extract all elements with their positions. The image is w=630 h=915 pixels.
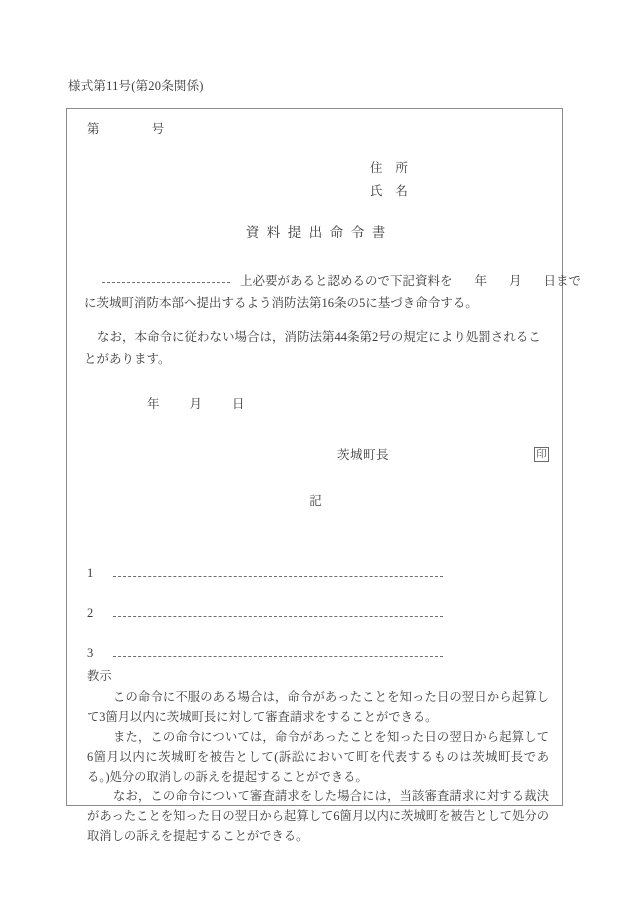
document-inner bbox=[67, 109, 582, 844]
body-month-label: 月 bbox=[509, 274, 522, 288]
body-paragraph-nao: なお，本命令に従わない場合は，消防法第44条第2号の規定により処罰されることがあります。 bbox=[84, 330, 541, 366]
issue-date-line bbox=[147, 394, 245, 412]
issuer-row bbox=[337, 445, 549, 463]
list-item-input[interactable] bbox=[113, 575, 443, 577]
instructions-paragraph: この命令に不服のある場合は，命令があったことを知った日の翌日から起算して3箇月以内に茨城町長に対して審査請求をすることができる。 bbox=[87, 689, 549, 724]
document-number-suffix: 号 bbox=[151, 122, 165, 136]
body-line-2: に茨城町消防本部へ提出するよう消防法第16条の5に基づき命令する。 bbox=[84, 295, 478, 310]
body-day-label: 日まで bbox=[543, 274, 582, 288]
body-year-label: 年 bbox=[474, 274, 488, 288]
instructions-paragraph: また，この命令については，命令があったことを知った日の翌日から起算して6箇月以内に茨城町を被告として(訴訟において町を代表するものは茨城町長である。)処分の取消しの訴えを提起することができる。 bbox=[87, 729, 549, 784]
instructions-heading: 教示 bbox=[87, 669, 112, 683]
issuer-name: 茨城町長 bbox=[337, 448, 390, 462]
list-item-number: 3 bbox=[87, 645, 94, 660]
item-list bbox=[87, 541, 547, 661]
ki-label: 記 bbox=[309, 494, 322, 508]
list-item bbox=[87, 541, 547, 581]
document-title: 資料提出命令書 bbox=[245, 225, 393, 240]
document-number-prefix: 第 bbox=[87, 122, 100, 136]
issue-date-year-label: 年 bbox=[147, 397, 160, 411]
list-item-number: 1 bbox=[87, 565, 94, 580]
recipient-name-label: 氏 名 bbox=[370, 184, 409, 199]
instructions-paragraph: なお，この命令について審査請求をした場合には，当該審査請求に対する裁決があったことを知った日の翌日から起算して6箇月以内に茨城町を被告として処分の取消しの訴えを提起することができる。 bbox=[87, 789, 549, 844]
body-blank-field[interactable] bbox=[102, 282, 230, 283]
list-item bbox=[87, 581, 547, 621]
seal-stamp-icon: 印 bbox=[534, 447, 549, 462]
recipient-address-label: 住 所 bbox=[370, 161, 409, 175]
form-number: 様式第11号(第20条関係) bbox=[68, 79, 204, 93]
issue-date-month-label: 月 bbox=[189, 397, 203, 411]
body-line-1 bbox=[84, 271, 582, 293]
body-block bbox=[84, 271, 582, 314]
list-item-number: 2 bbox=[87, 605, 94, 620]
body-line-1-text: 上必要があると認めるので下記資料を bbox=[240, 274, 453, 288]
list-item bbox=[87, 621, 547, 661]
issue-date-day-label: 日 bbox=[232, 397, 245, 411]
instructions-block bbox=[87, 667, 549, 847]
list-item-input[interactable] bbox=[113, 655, 443, 657]
document-frame bbox=[66, 108, 582, 844]
recipient-block bbox=[370, 157, 408, 203]
document-number-line bbox=[87, 120, 164, 139]
list-item-input[interactable] bbox=[113, 615, 443, 617]
